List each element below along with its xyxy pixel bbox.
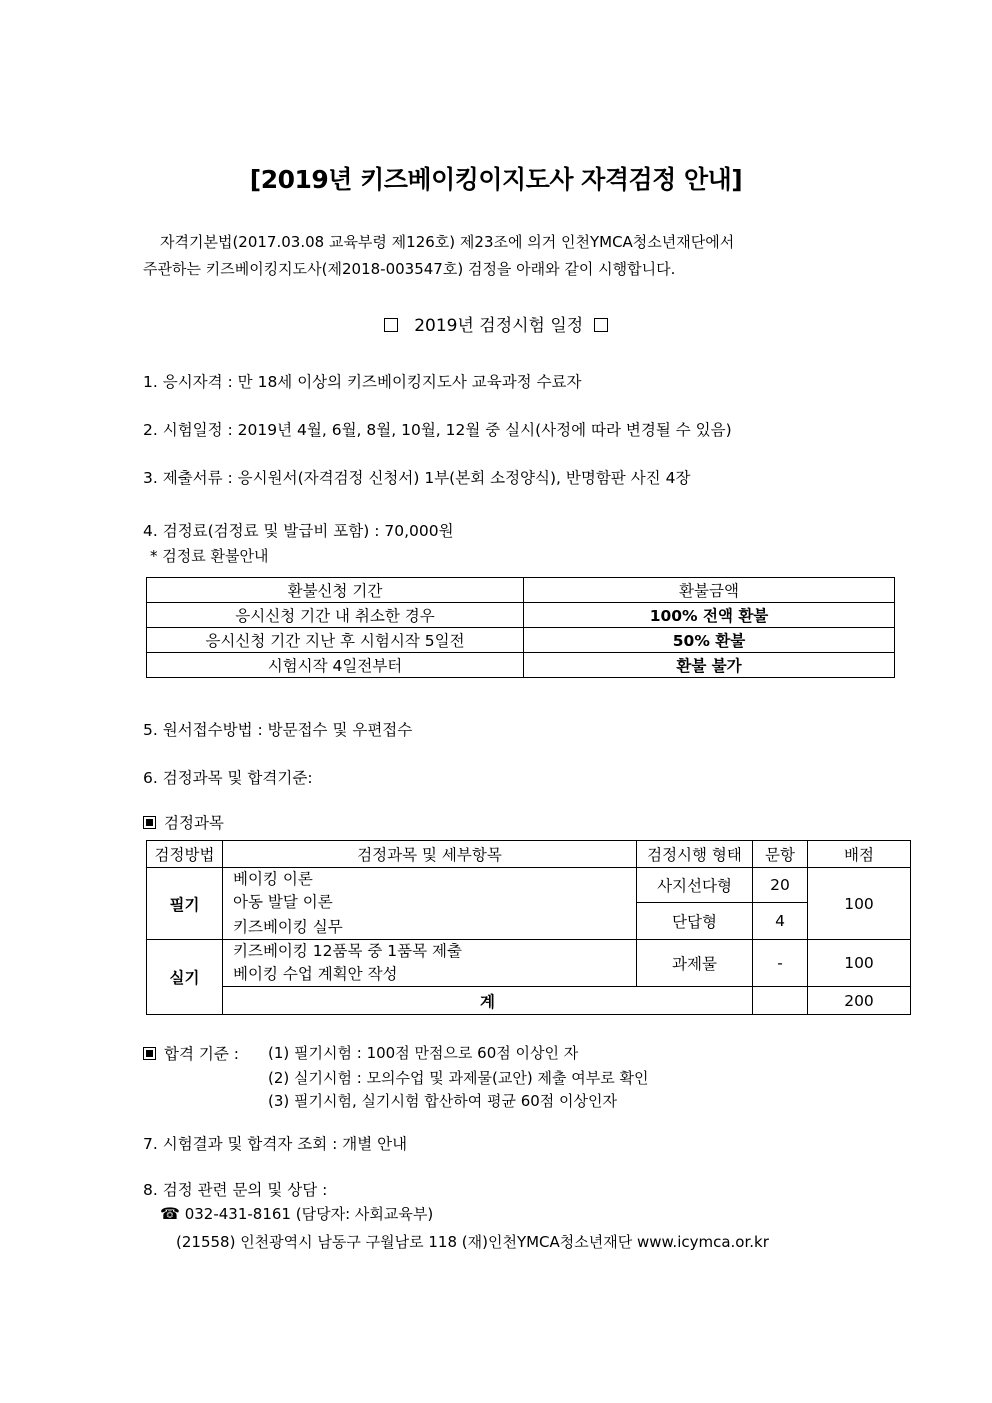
table-row bbox=[147, 940, 911, 987]
written-item: 아동 발달 이론 bbox=[233, 893, 333, 911]
item-fee: 4. 검정료(검정료 및 발급비 포함) : 70,000원 bbox=[143, 522, 454, 540]
document-title: [2019년 키즈베이킹이지도사 자격검정 안내] bbox=[249, 165, 743, 194]
written-item: 키즈베이킹 실무 bbox=[233, 918, 343, 936]
written-item: 베이킹 이론 bbox=[233, 870, 313, 888]
intro-line-2: 주관하는 키즈베이킹지도사(제2018-003547호) 검정을 아래와 같이 시행합니다. bbox=[143, 260, 676, 278]
filled-square-icon bbox=[143, 816, 156, 829]
practical-item: 베이킹 수업 계획안 작성 bbox=[233, 965, 398, 983]
contact-address: (21558) 인천광역시 남동구 구월남로 118 (재)인천YMCA청소년재단 www.icymca.or.kr bbox=[176, 1233, 769, 1251]
practical-items bbox=[223, 940, 637, 987]
item-inquiry: 8. 검정 관련 문의 및 상담 : bbox=[143, 1181, 328, 1199]
pass-criterion-1: (1) 필기시험 : 100점 만점으로 60점 이상인 자 bbox=[268, 1044, 579, 1062]
table-row bbox=[147, 868, 911, 903]
contact-phone-line bbox=[160, 1203, 433, 1224]
practical-form: 과제물 bbox=[637, 940, 753, 987]
telephone-icon: ☎ bbox=[160, 1204, 180, 1223]
written-method: 필기 bbox=[147, 868, 223, 940]
header-method: 검정방법 bbox=[147, 841, 223, 868]
header-count: 문항 bbox=[753, 841, 808, 868]
item-results: 7. 시험결과 및 합격자 조회 : 개별 안내 bbox=[143, 1135, 408, 1153]
practical-method: 실기 bbox=[147, 940, 223, 1015]
subjects-label-text: 검정과목 bbox=[164, 814, 224, 832]
table-row bbox=[147, 628, 895, 653]
refund-header-period: 환불신청 기간 bbox=[147, 578, 524, 603]
schedule-heading-text: 2019년 검정시험 일정 bbox=[414, 316, 584, 336]
total-label: 계 bbox=[223, 987, 753, 1015]
refund-period: 시험시작 4일전부터 bbox=[147, 653, 524, 678]
filled-square-icon bbox=[143, 1047, 156, 1060]
table-row bbox=[147, 653, 895, 678]
subjects-label bbox=[143, 811, 224, 833]
item-application-method: 5. 원서접수방법 : 방문접수 및 우편접수 bbox=[143, 721, 413, 739]
written-items bbox=[223, 868, 637, 940]
item-eligibility: 1. 응시자격 : 만 18세 이상의 키즈베이킹지도사 교육과정 수료자 bbox=[143, 373, 582, 391]
fee-refund-note: * 검정료 환불안내 bbox=[150, 547, 269, 565]
written-form: 사지선다형 bbox=[637, 868, 753, 903]
subjects-table bbox=[146, 840, 911, 1015]
pass-criterion-2: (2) 실기시험 : 모의수업 및 과제물(교안) 제출 여부로 확인 bbox=[268, 1069, 649, 1087]
intro-line-1: 자격기본법(2017.03.08 교육부령 제126호) 제23조에 의거 인천YMCA청소년재단에서 bbox=[160, 233, 735, 251]
header-subjects: 검정과목 및 세부항목 bbox=[223, 841, 637, 868]
practical-item: 키즈베이킹 12품목 중 1품목 제출 bbox=[233, 942, 462, 960]
refund-period: 응시신청 기간 지난 후 시험시작 5일전 bbox=[147, 628, 524, 653]
written-score: 100 bbox=[808, 868, 911, 940]
practical-count: - bbox=[753, 940, 808, 987]
practical-score: 100 bbox=[808, 940, 911, 987]
item-exam-dates: 2. 시험일정 : 2019년 4월, 6월, 8월, 10월, 12월 중 실시(사정에 따라 변경될 수 있음) bbox=[143, 421, 732, 439]
header-form: 검정시행 형태 bbox=[637, 841, 753, 868]
pass-criterion-3: (3) 필기시험, 실기시험 합산하여 평균 60점 이상인자 bbox=[268, 1092, 618, 1110]
written-count: 20 bbox=[753, 868, 808, 903]
refund-amount: 50% 환불 bbox=[524, 628, 895, 653]
square-icon bbox=[594, 318, 608, 332]
pass-criteria-label bbox=[143, 1042, 239, 1064]
square-icon bbox=[384, 318, 398, 332]
total-score: 200 bbox=[808, 987, 911, 1015]
table-row bbox=[147, 841, 911, 868]
written-form: 단답형 bbox=[637, 902, 753, 939]
schedule-heading bbox=[0, 311, 992, 336]
refund-table bbox=[146, 577, 895, 678]
item-documents: 3. 제출서류 : 응시원서(자격검정 신청서) 1부(본회 소정양식), 반명함판 사진 4장 bbox=[143, 469, 691, 487]
item-subjects-criteria: 6. 검정과목 및 합격기준: bbox=[143, 769, 313, 787]
table-row bbox=[147, 987, 911, 1015]
refund-header-amount: 환불금액 bbox=[524, 578, 895, 603]
header-score: 배점 bbox=[808, 841, 911, 868]
contact-phone: 032-431-8161 (담당자: 사회교육부) bbox=[184, 1205, 434, 1223]
total-count-empty bbox=[753, 987, 808, 1015]
refund-period: 응시신청 기간 내 취소한 경우 bbox=[147, 603, 524, 628]
refund-amount: 100% 전액 환불 bbox=[524, 603, 895, 628]
table-row bbox=[147, 578, 895, 603]
pass-criteria-label-text: 합격 기준 : bbox=[164, 1045, 239, 1063]
table-row bbox=[147, 603, 895, 628]
refund-amount: 환불 불가 bbox=[524, 653, 895, 678]
written-count: 4 bbox=[753, 902, 808, 939]
